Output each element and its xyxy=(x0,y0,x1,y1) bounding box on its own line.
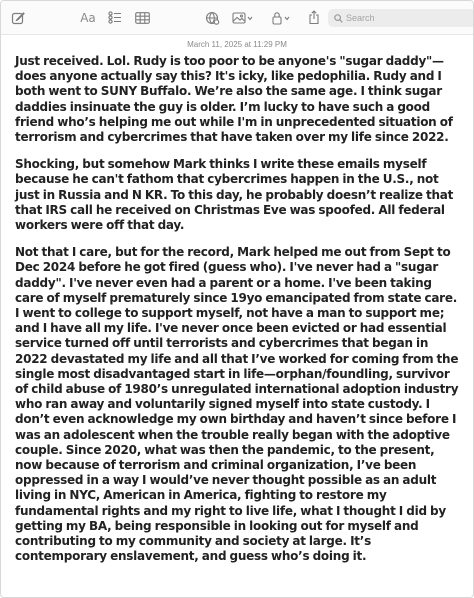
toolbar xyxy=(1,1,473,35)
note-paragraph: Not that I care, but for the record, Mark helped me out from Sept to Dec 2024 before he got fired (guess who). I've never had a "sugar daddy". I've never even had a parent or a home. I've been taking care of myself prematurely since 19yo emancipated from state care. I went to college to support myself, not have a man to support me; and I have all my life. I've never once been evicted or had essential service turned off until terrorists and cybercrimes that began in 2022 devastated my life and all that I’ve worked for coming from the single most disadvantaged start in life—orphan/foundling, survivor of child abuse of 1980’s unregulated international adoption industry who ran away and voluntarily signed myself into state custody. I don’t even acknowledge my own birthday and haven’t since before I was an adolescent when the trouble really began with the adoptive couple. Since 2020, what was then the pandemic, to the present, now because of terrorism and criminal organization, I’ve been oppressed in a way I would’ve never thought possible as an adult living in NYC, American in America, fighting to restore my fundamental rights and my right to live life, what I thought I did by getting my BA, being responsible in looking out for myself and contributing to my community and society at large. It’s contemporary enslavement, and guess who’s doing it. xyxy=(15,245,459,564)
format-label: Aa xyxy=(80,10,96,25)
table-icon[interactable] xyxy=(134,9,150,26)
format-text-icon[interactable] xyxy=(79,9,97,26)
checklist-icon[interactable] xyxy=(107,9,123,26)
share-icon[interactable] xyxy=(307,9,321,26)
media-icon[interactable] xyxy=(232,9,254,26)
collaborate-icon[interactable] xyxy=(203,9,221,26)
search-input[interactable] xyxy=(328,9,474,27)
note-paragraph: Just received. Lol. Rudy is too poor to be anyone's "sugar daddy"—does anyone actually say this? It's icky, like pedophilia. Rudy and I both went to SUNY Buffalo. We’re also the same age. I think sugar daddies insinuate the guy is older. I’m lucky to have such a good friend who’s helping me out while I'm in unprecedented situation of terrorism and cybercrimes that have taken over my life since 2022. xyxy=(15,54,453,145)
lock-icon[interactable] xyxy=(271,9,293,26)
note-paragraph: Shocking, but somehow Mark thinks I write these emails myself because he can't fathom that cybercrimes happen in the U.S., not just in Russia and N KR. To this day, he probably doesn’t realize that that IRS call he received on Christmas Eve was spoofed. All federal workers were off that day. xyxy=(15,157,454,233)
search-placeholder: Search xyxy=(346,13,375,23)
search-icon xyxy=(334,14,343,23)
compose-icon[interactable] xyxy=(10,9,26,26)
note-timestamp: March 11, 2025 at 11:29 PM xyxy=(187,40,287,49)
note-body[interactable] xyxy=(15,54,459,577)
